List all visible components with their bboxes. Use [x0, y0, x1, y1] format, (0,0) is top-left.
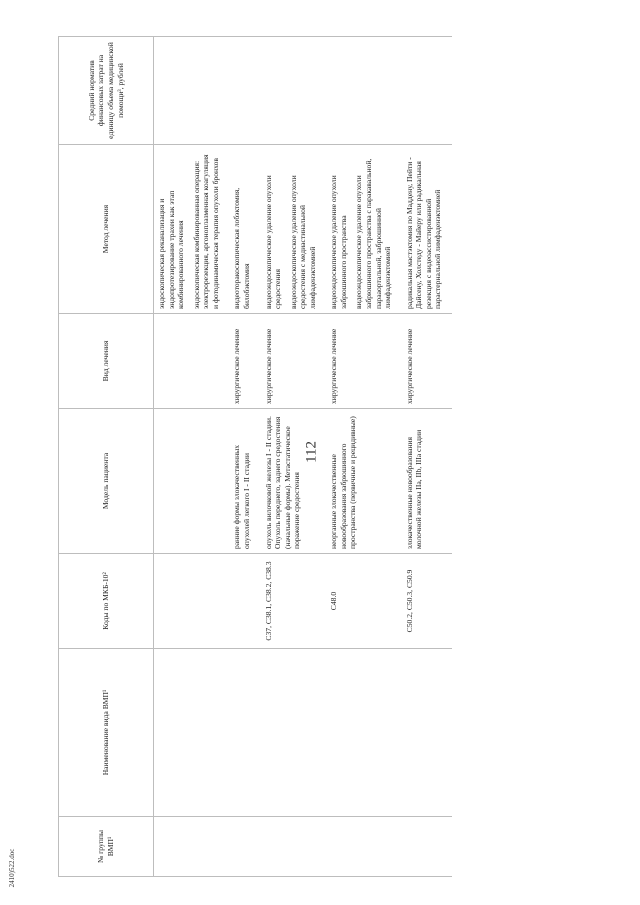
treatment-method-cell [326, 145, 401, 314]
document-footer: 2410)522.doc [8, 848, 16, 888]
treatment-method-cell [402, 145, 452, 314]
table-row [154, 37, 230, 877]
treatment-method: видеоторакоскопическая лобэктомия, билобэктомия [232, 187, 251, 309]
treatment-method: видеоэндоскопическое удаление опухоли средостения с медиастинальной лимфаденэктомией [288, 175, 317, 309]
treatment-method: видеоэндоскопическое удаление опухоли забрюшинного пространства [329, 175, 348, 309]
treatment-type-cell: хирургическое лечение [402, 314, 452, 409]
patient-model-cell: неорганные злокачественные новообразования забрюшинного пространства (первичные и рецидивные) [326, 409, 401, 554]
header-patient-model: Модель пациента [59, 409, 154, 554]
treatment-method-cell [261, 145, 327, 314]
table-header-row [59, 37, 154, 877]
treatment-method-cell [154, 145, 230, 314]
mkb-code-cell: C48.0 [326, 554, 401, 649]
header-vmp-name: Наименование вида ВМП¹ [59, 649, 154, 817]
table-row [326, 37, 401, 877]
header-group-no: № группы ВМП¹ [59, 817, 154, 877]
patient-model-cell: опухоль вилочковой железы I - II стадии. Опухоль переднего, заднего средостения (начальные формы). Метастатическое поражение средостения [261, 409, 327, 554]
table-row [261, 37, 327, 877]
treatment-method-cell [229, 145, 260, 314]
vmp-table [58, 36, 452, 877]
treatment-method: эндоскопическая комбинированная операция: электрорезекция, аргоноплазменная коагуляция и фотодинамическая терапия опухоли бронхов [191, 154, 220, 309]
patient-model-cell [154, 409, 230, 554]
header-treatment-method: Метод лечения [59, 145, 154, 314]
treatment-method: радикальная мастэктомия по Маддену, Пейти - Дайсену, Холстеду - Майеру или радикальная резекция с видеоассистированной парастернальной лимфаденэктомией [404, 157, 443, 309]
header-cost-norm: Средний норматив финансовых затрат на единицу объема медицинской помощи³, рублей [59, 37, 154, 145]
treatment-type-cell: хирургическое лечение [261, 314, 327, 409]
mkb-code-cell: C50.2, C50.3, C50.9 [402, 554, 452, 649]
mkb-code-cell [154, 554, 230, 649]
treatment-type-cell [154, 314, 230, 409]
header-mkb-codes: Коды по МКБ-10² [59, 554, 154, 649]
patient-model-cell: злокачественные новообразования молочной железы IIa, IIb, IIIa стадии [402, 409, 452, 554]
table-row [229, 37, 260, 877]
table-row [402, 37, 452, 877]
mkb-code-cell [229, 554, 260, 649]
treatment-method: эндоскопическая реканализация и эндопротезирование трахеи как этап комбинированного лечения [157, 190, 186, 309]
patient-model-cell: ранние формы злокачественных опухолей легкого I - II стадии [229, 409, 260, 554]
header-treatment-type: Вид лечения [59, 314, 154, 409]
treatment-method: видеоэндоскопическое удаление опухоли забрюшинного пространства с паракавальной, парааортальной, забрюшинной лимфаденэктомией [354, 158, 393, 309]
mkb-code-cell: C37, C38.1, C38.2, C38.3 [261, 554, 327, 649]
treatment-type-cell: хирургическое лечение [229, 314, 260, 409]
page-number: 112 [303, 441, 320, 463]
treatment-method: видеоэндоскопическое удаление опухоли средостения [263, 175, 283, 309]
treatment-type-cell: хирургическое лечение [326, 314, 401, 409]
rotated-page [58, 37, 558, 877]
